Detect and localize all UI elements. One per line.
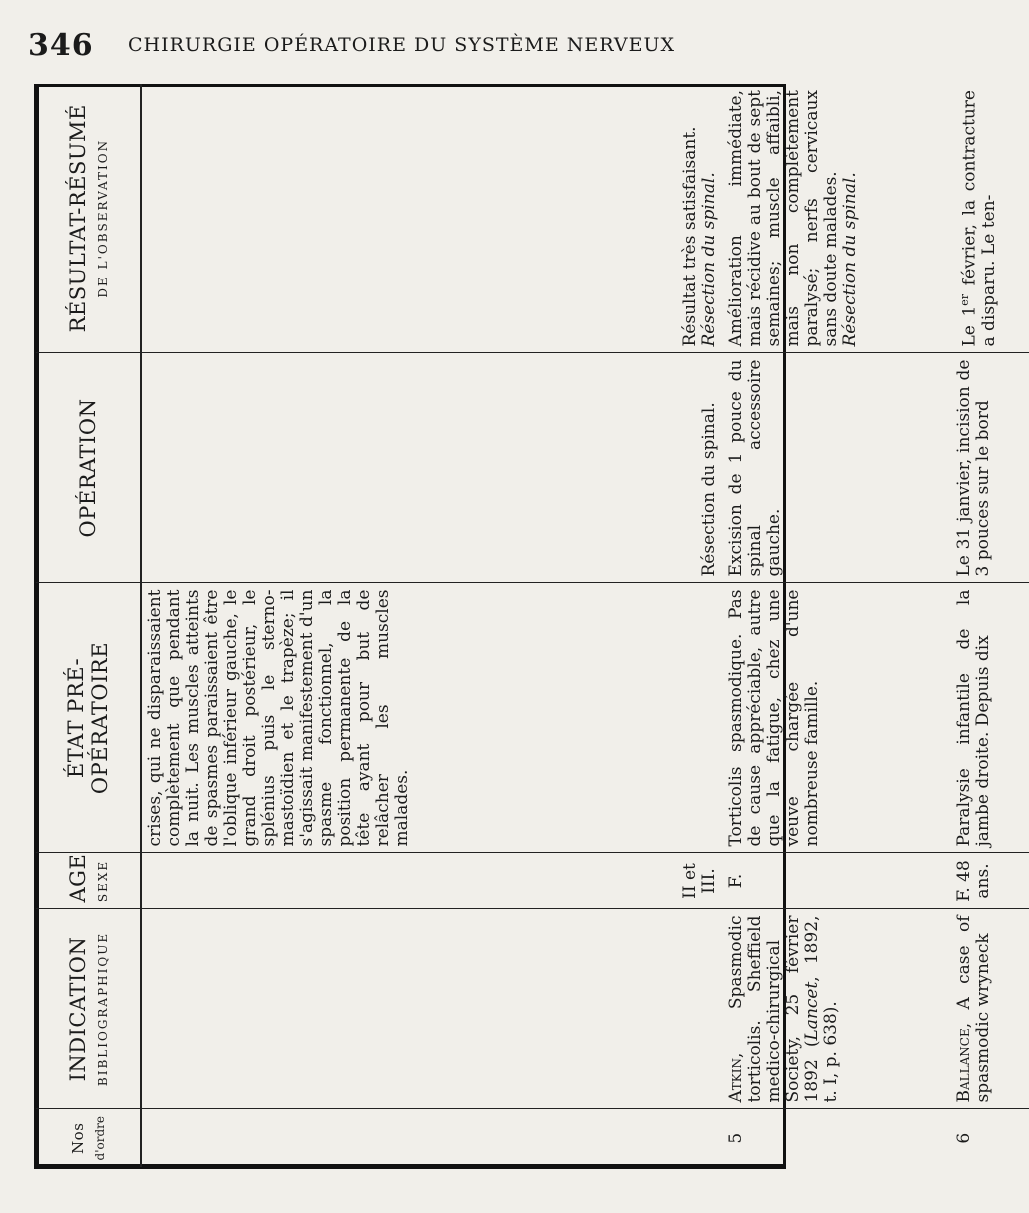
header-age-sub: SEXE — [96, 859, 110, 903]
cell-num: 6 — [954, 1132, 974, 1144]
indication-author: Atkin, — [726, 1052, 746, 1103]
header-num — [36, 1109, 141, 1167]
cell-age: F. 48 ans. — [951, 853, 1029, 909]
header-etat — [36, 583, 141, 853]
cell-age: II et III. — [495, 853, 723, 909]
header-indication-main: INDICATION — [66, 936, 90, 1082]
page-number: 346 — [28, 28, 94, 63]
header-indication-sub: BIBLIOGRAPHIQUE — [96, 931, 110, 1087]
resultat-text — [955, 90, 999, 347]
cell-resultat — [141, 84, 495, 353]
indication-body: A case of spasmodic wryneck — [954, 915, 993, 1103]
header-num-main: Nos — [69, 1122, 87, 1154]
resultat-sup: er — [958, 293, 971, 306]
resultat-italic-text: Résection du spinal. — [699, 172, 719, 347]
cell-age — [141, 853, 495, 909]
cell-resultat — [495, 84, 723, 353]
indication-text — [955, 916, 993, 1103]
cell-operation — [951, 353, 1029, 583]
header-num-sub: d'ordre — [93, 1116, 107, 1161]
header-resultat-sub: DE L'OBSERVATION — [96, 138, 110, 298]
table-header-row — [36, 84, 141, 1167]
cell-num — [141, 1109, 495, 1167]
cell-etat — [495, 583, 723, 853]
indication-body: Spasmodic torticolis. Sheffield medico-chirurgical Society, 25 février 1892 ( — [726, 915, 822, 1103]
cell-resultat — [951, 84, 1029, 353]
resultat-pre: Le 1 — [959, 305, 980, 347]
indication-italic: Lancet — [802, 981, 822, 1041]
cell-indication — [495, 909, 723, 1109]
cell-resultat — [723, 84, 951, 353]
cell-etat — [141, 583, 495, 853]
cell-indication — [141, 909, 495, 1109]
etat-text: Torticolis spasmodique. Pas de cause appréciable, autre que la fatigue, chez une veuve chargée d'une nombreuse famille. — [726, 589, 822, 847]
header-etat-main: ÉTAT PRÉ-OPÉRATOIRE — [64, 641, 112, 795]
cell-operation — [141, 353, 495, 583]
resultat-text: Amélioration immédiate, mais récidive au bout de sept semaines; muscle affaibli, mais non complètement paralysé; nerfs cervicaux sans doute malades. — [726, 90, 841, 347]
header-resultat-main: RÉSULTAT-RÉSUMÉ — [66, 104, 90, 333]
resultat-body: février, la contracture a disparu. Le ten- — [959, 90, 999, 347]
cell-operation — [495, 353, 723, 583]
rotated-table-container — [36, 84, 999, 1167]
cell-operation — [723, 353, 951, 583]
cell-num: 5 — [726, 1132, 746, 1144]
cell-etat — [951, 583, 1029, 853]
operation-text: Excision de 1 pouce du spinal accessoire gauche. — [726, 359, 784, 577]
header-operation — [36, 353, 141, 583]
operation-text: Résection du spinal. — [699, 402, 719, 577]
indication-end: , 1892, t. I, p. 638). — [802, 915, 841, 1103]
cell-indication — [723, 909, 951, 1109]
header-resultat — [36, 84, 141, 353]
table-row — [951, 84, 1029, 1167]
cell-age: F. — [723, 853, 951, 909]
resultat-italic-text: Résection du spinal. — [840, 172, 860, 347]
etat-text: Paralysie infantile de la jambe droite. Depuis dix — [954, 589, 993, 847]
header-indication — [36, 909, 141, 1109]
header-age-main: AGE — [66, 853, 90, 903]
table-row — [495, 84, 723, 1167]
header-age — [36, 853, 141, 909]
resultat-text: Résultat très satisfaisant. — [680, 126, 700, 347]
table-row — [141, 84, 495, 1167]
cell-num — [495, 1109, 723, 1167]
table-row — [723, 84, 951, 1167]
running-title: CHIRURGIE OPÉRATOIRE DU SYSTÈME NERVEUX — [128, 34, 676, 56]
running-head — [0, 0, 800, 80]
header-operation-main: OPÉRATION — [76, 398, 100, 538]
cell-indication — [951, 909, 1029, 1109]
operation-text: Le 31 janvier, incision de 3 pouces sur le bord — [954, 359, 993, 577]
cell-etat — [723, 583, 951, 853]
observations-table — [36, 84, 1029, 1167]
indication-text — [727, 916, 841, 1103]
etat-text: crises, qui ne disparaissaient complètement que pendant la nuit. Les muscles atteints de spasmes paraissaient être l'oblique inférieur gauche, le grand droit postérieur, le splénius puis le sterno-mastoïdien et le trapèze; il s'agissait manifestement d'un spasme fonctionnel, la position permanente de la tête ayant pour but de relâcher les muscles malades. — [145, 589, 412, 847]
indication-author: Ballance, — [954, 1022, 974, 1103]
